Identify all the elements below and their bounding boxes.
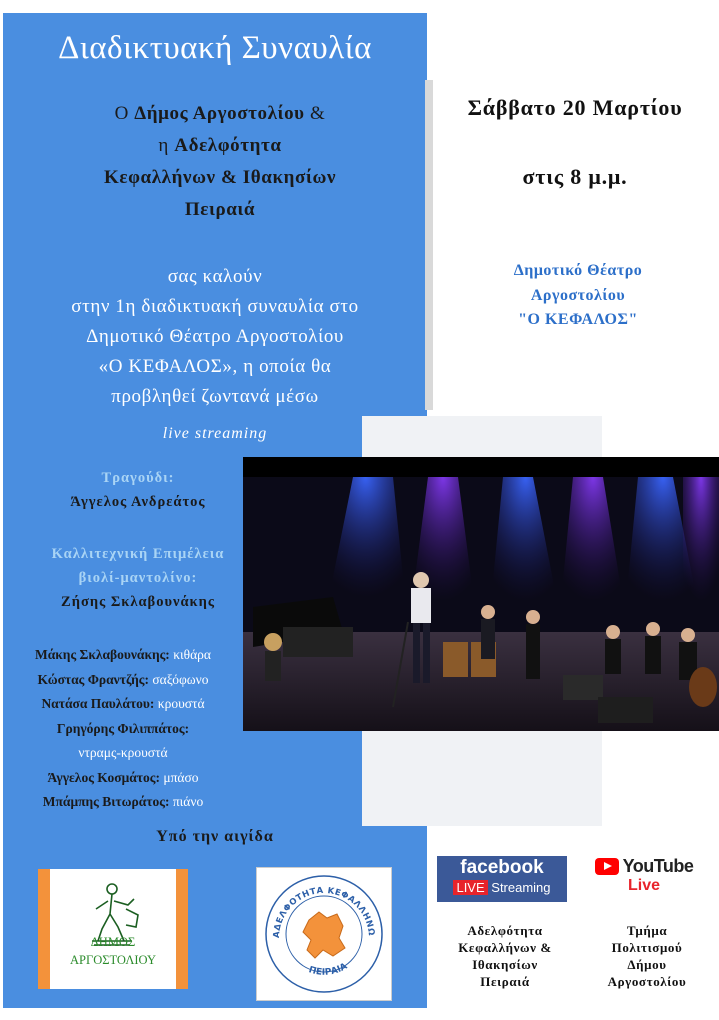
musicians-list [3, 643, 243, 815]
logo1-text-1: ΔΗΜΟΣ [90, 935, 136, 949]
invitation-text: σας καλούν στην 1η διαδικτυακή συναυλία στο Δημοτικό Θέατρο Αργοστολίου «Ο ΚΕΦΑΛΟΣ», η οποία θα προβληθεί ζωντανά μέσω [71, 266, 359, 407]
brotherhood-logo [256, 867, 392, 1001]
poster-title: Διαδικτυακή Συναυλία [58, 30, 372, 66]
youtube-caption: Τμήμα Πολιτισμού Δήμου Αργοστολίου [607, 923, 687, 989]
organizers-text: Ο Δήμος Αργοστολίου & η Αδελφότητα Κεφαλλήνων & Ιθακησίων Πειραιά [103, 103, 337, 220]
musician-row: Άγγελος Κοσμάτος: μπάσο [47, 769, 199, 785]
municipality-name: Δήμος Αργοστολίου [134, 103, 305, 124]
live-streaming-label: live streaming [162, 425, 268, 442]
logo2-ring-bottom: ΠΕΙΡΑΙΑ [307, 961, 350, 978]
musician-row: Μάκης Σκλαβουνάκης: κιθάρα [35, 647, 211, 662]
musician-row: Γρηγόρης Φιλιππάτος: [56, 720, 190, 736]
youtube-play-icon [595, 858, 619, 875]
musician-row: Νατάσα Παυλάτου: κρουστά [41, 696, 205, 711]
municipality-logo [38, 869, 188, 989]
island-map-icon [303, 912, 345, 958]
event-date: Σάββατο 20 Μαρτίου [467, 95, 683, 120]
aegis-label: Υπό την αιγίδα [156, 828, 274, 845]
musician-row: ντραμς-κρουστά [78, 745, 168, 760]
facebook-logo-icon: facebook [460, 857, 544, 878]
event-venue: Δημοτικό Θέατρο Αργοστολίου "Ο ΚΕΦΑΛΟΣ" [513, 262, 643, 328]
logo1-text-2: ΑΡΓΟΣΤΟΛΙΟΥ [69, 953, 156, 967]
logo2-ring-top: ΑΔΕΛΦΟΤΗΤΑ ΚΕΦΑΛΛΗΝΩ [271, 885, 377, 939]
facebook-caption: Αδελφότητα Κεφαλλήνων & Ιθακησίων Πειραιά [458, 923, 552, 989]
musician-row: Μπάμπης Βιτωράτος: πιάνο [42, 794, 204, 809]
brotherhood-name: Αδελφότητα [174, 135, 282, 156]
facebook-live-badge: facebook LIVE Streaming [437, 856, 567, 902]
svg-text:ΠΕΙΡΑΙΑ [307, 962, 349, 978]
youtube-live-badge: YouTube Live [574, 856, 714, 902]
artistic-credit: Καλλιτεχνική Επιμέλεια βιολί-μαντολίνο: Ζήσης Σκλαβουνάκης [51, 546, 225, 610]
concert-photo [243, 457, 719, 731]
musician-row: Κώστας Φραντζής: σαξόφωνο [37, 671, 209, 687]
event-time: στις 8 μ.μ. [522, 164, 628, 189]
song-credit: Τραγούδι: Άγγελος Ανδρεάτος [70, 470, 206, 510]
